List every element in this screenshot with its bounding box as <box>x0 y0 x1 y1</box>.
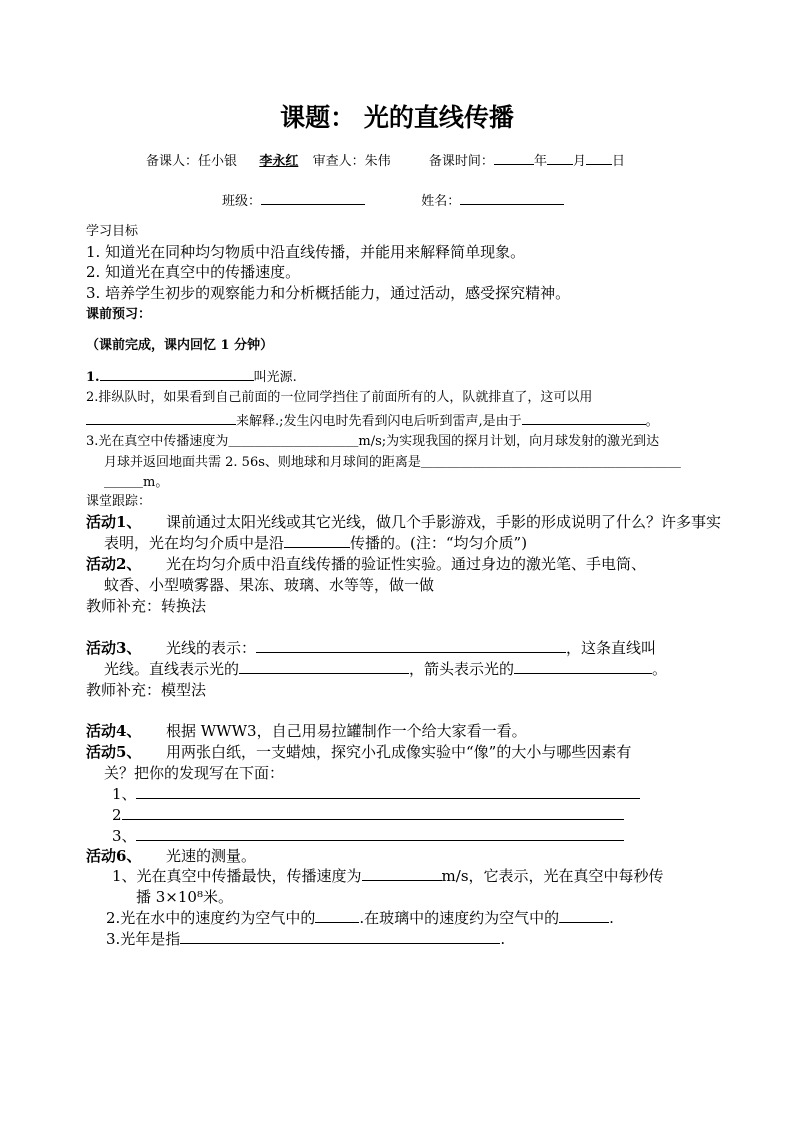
a6-q2-text-b: .在玻璃中的速度约为空气中的 <box>359 909 560 927</box>
q2-blank-2[interactable] <box>522 410 646 425</box>
activity-4 <box>86 721 527 741</box>
activity-3-blank-1[interactable] <box>256 638 566 653</box>
activity-2 <box>86 554 646 574</box>
preparer-label: 备课人： <box>146 154 199 169</box>
year-label: 年 <box>533 154 547 169</box>
preview-note: （课前完成，课内回忆 1 分钟） <box>86 338 274 353</box>
q1-blank[interactable] <box>100 366 254 381</box>
teacher-note-2: 教师补充：模型法 <box>86 681 207 699</box>
reviewer-name: 朱伟 <box>364 154 391 169</box>
activity-3 <box>86 638 656 658</box>
class-name-row <box>222 190 564 212</box>
a6-q2-text-a: 2.光在水中的速度约为空气中的 <box>106 909 316 927</box>
preview-question-3c: ＿＿＿m。 <box>104 475 169 490</box>
teacher-note-1: 教师补充：转换法 <box>86 597 207 615</box>
q2-end: 。 <box>645 414 659 429</box>
preparer-name: 任小银 <box>198 154 238 169</box>
activity-3-blank-3[interactable] <box>514 659 652 674</box>
activity-5-answer-line-2[interactable] <box>122 819 624 820</box>
preview-heading: 课前预习： <box>86 307 152 322</box>
activity-1-line-2 <box>104 533 527 553</box>
a6-q1-text-b: m/s，它表示，光在真空中每秒传 <box>441 867 664 885</box>
day-label: 日 <box>611 154 625 169</box>
objective-item-2: 2. 知道光在真空中的传播速度。 <box>86 263 301 281</box>
month-label: 月 <box>572 154 586 169</box>
activity-5-label: 活动5、 <box>86 743 142 761</box>
a6-q2-text-c: . <box>609 909 614 927</box>
year-blank[interactable] <box>494 150 534 165</box>
activity-5 <box>86 742 631 762</box>
preview-question-3b: 月球并返回地面共需 2. 56s、则地球和月球间的距离是＿＿＿＿＿＿＿＿＿＿＿＿＿＿＿＿＿＿＿＿ <box>104 455 681 470</box>
activity-3-line-2 <box>104 659 667 679</box>
time-label: 备课时间： <box>428 154 494 169</box>
activity-5-line-1: 用两张白纸，一支蜡烛，探究小孔成像实验中“像”的大小与哪些因素有 <box>166 743 632 761</box>
activity-1-line-1: 课前通过太阳光线或其它光线，做几个手影游戏，手影的形成说明了什么？许多事实 <box>166 513 722 531</box>
q2-text: 来解释.;发生闪电时先看到闪电后听到雷声,是由于 <box>236 414 522 429</box>
name-blank[interactable] <box>460 190 564 205</box>
activity-4-label: 活动4、 <box>86 722 142 740</box>
q1-number: 1. <box>86 370 100 385</box>
activity-3-label: 活动3、 <box>86 639 142 657</box>
a6-q3-blank[interactable] <box>180 929 500 944</box>
activity-5-answer-line-1[interactable] <box>136 798 640 799</box>
class-blank[interactable] <box>261 190 365 205</box>
a6-q3-text-b: . <box>500 930 506 948</box>
activity-3-text-e: 。 <box>652 660 668 678</box>
activity-1-blank[interactable] <box>284 533 350 548</box>
header-row <box>146 150 625 172</box>
a6-q2-blank-2[interactable] <box>559 908 609 923</box>
activity-3-text-b: ，这条直线叫 <box>566 639 657 657</box>
coauthor-name: 李永红 <box>259 154 299 169</box>
q2-blank-1[interactable] <box>86 410 236 425</box>
month-blank[interactable] <box>547 150 573 165</box>
activity-6-question-2 <box>106 908 614 928</box>
activity-6-question-1-cont: 播 3×10⁸米。 <box>136 888 233 906</box>
activity-5-item-1: 1、 <box>112 785 137 803</box>
a6-q2-blank-1[interactable] <box>315 908 359 923</box>
activity-5-answer-line-3[interactable] <box>136 840 624 841</box>
name-label: 姓名： <box>421 194 461 209</box>
activity-6-line-1: 光速的测量。 <box>166 847 257 865</box>
activity-1 <box>86 512 721 532</box>
objective-item-3: 3. 培养学生初步的观察能力和分析概括能力，通过活动，感受探究精神。 <box>86 284 571 302</box>
activity-5-item-2: 2 <box>112 806 122 824</box>
preview-question-3a: 3.光在真空中传播速度为＿＿＿＿＿＿＿＿＿＿m/s;为实现我国的探月计划，向月球发射的激光到达 <box>86 434 660 449</box>
activity-6 <box>86 846 256 866</box>
a6-q1-blank[interactable] <box>362 866 442 881</box>
activity-1-label: 活动1、 <box>86 513 142 531</box>
objective-item-1: 1. 知道光在同种均匀物质中沿直线传播，并能用来解释简单现象。 <box>86 243 526 261</box>
activity-3-text-c: 光线。直线表示光的 <box>104 660 240 678</box>
activity-5-line-2: 关？把你的发现写在下面： <box>104 764 285 782</box>
preview-question-2b <box>86 410 659 432</box>
activity-6-label: 活动6、 <box>86 847 142 865</box>
day-blank[interactable] <box>586 150 612 165</box>
activity-4-line-1: 根据 WWW3，自己用易拉罐制作一个给大家看一看。 <box>166 722 527 740</box>
objectives-heading: 学习目标 <box>86 224 139 239</box>
preview-question-1 <box>86 366 297 388</box>
activity-3-text-a: 光线的表示： <box>166 639 257 657</box>
activity-2-line-2: 蚊香、小型喷雾器、果冻、玻璃、水等等，做一做 <box>104 576 435 594</box>
activity-1-text-b: 传播的。(注：“均匀介质”) <box>350 534 528 552</box>
activity-2-label: 活动2、 <box>86 555 142 573</box>
activity-3-blank-2[interactable] <box>239 659 409 674</box>
activity-1-text-a: 表明，光在均匀介质中是沿 <box>104 534 285 552</box>
reviewer-label: 审查人： <box>312 154 365 169</box>
activity-5-item-3: 3、 <box>112 827 137 845</box>
activity-6-question-3 <box>106 929 505 949</box>
classroom-heading: 课堂跟踪： <box>86 494 152 509</box>
preview-question-2a: 2.排纵队时，如果看到自己前面的一位同学挡住了前面所有的人，队就排直了，这可以用 <box>86 390 593 405</box>
a6-q3-text-a: 3.光年是指 <box>106 930 181 948</box>
q1-text: 叫光源. <box>253 370 297 385</box>
page-title: 课题： 光的直线传播 <box>280 103 514 132</box>
activity-3-text-d: ，箭头表示光的 <box>409 660 515 678</box>
a6-q1-text-a: 1、光在真空中传播最快，传播速度为 <box>112 867 362 885</box>
class-label: 班级： <box>222 194 262 209</box>
activity-2-line-1: 光在均匀介质中沿直线传播的验证性实验。通过身边的激光笔、手电筒、 <box>166 555 647 573</box>
activity-6-question-1 <box>112 866 664 886</box>
